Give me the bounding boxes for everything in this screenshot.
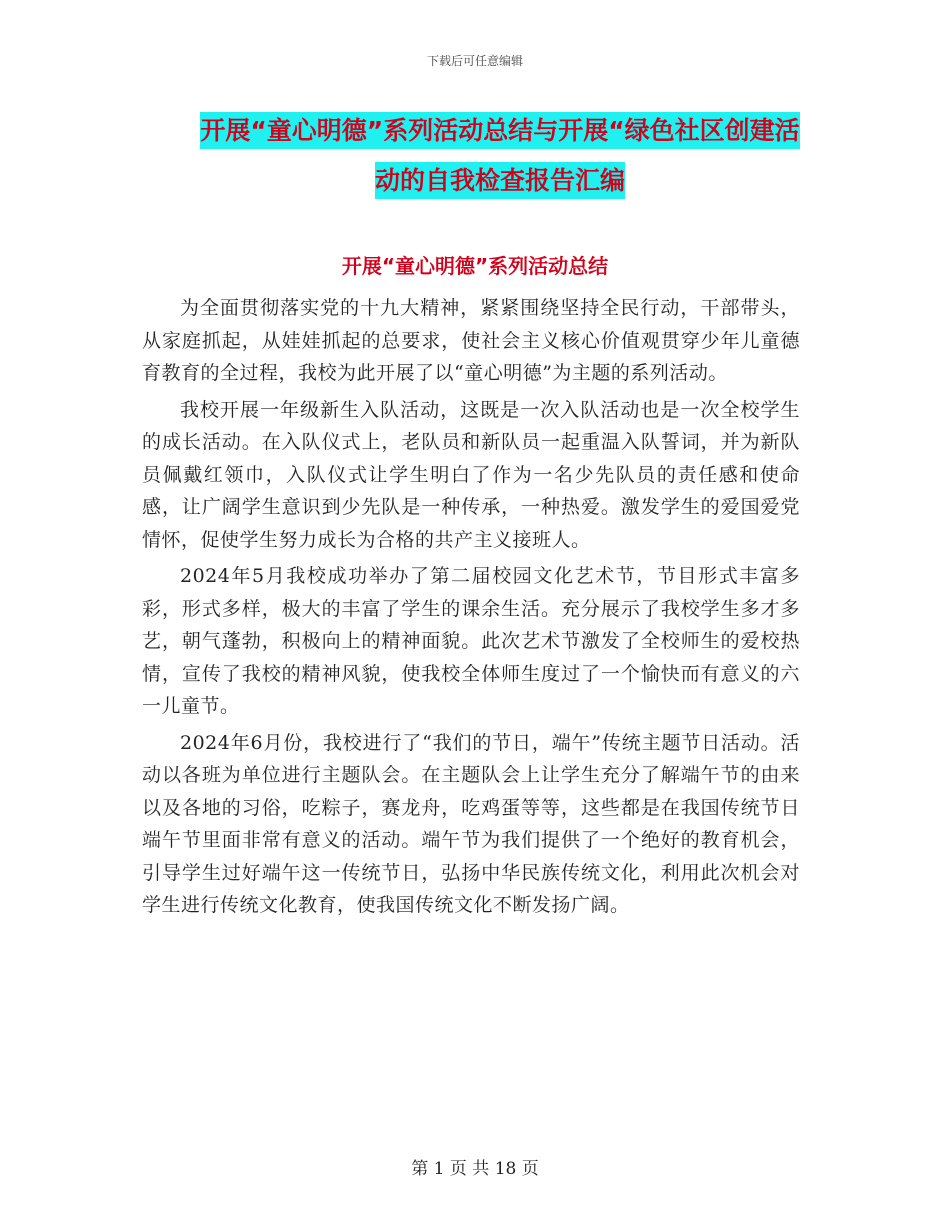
paragraph: 我校开展一年级新生入队活动，这既是一次入队活动也是一次全校学生的成长活动。在入队仪式上，老队员和新队员一起重温入队誓词，并为新队员佩戴红领巾，入队仪式让学生明白了作为一名少先队员的责任感和使命感，让广阔学生意识到少先队是一种传承，一种热爱。激发学生的爱国爱党情怀，促使学生努力成长为合格的共产主义接班人。	[142, 398, 800, 551]
paragraph: 为全面贯彻落实党的十九大精神，紧紧围绕坚持全民行动，干部带头，从家庭抓起，从娃娃抓起的总要求，使社会主义核心价值观贯穿少年儿童德育教育的全过程，我校为此开展了以“童心明德”为主题的系列活动。	[142, 297, 800, 384]
paragraph: 2024年6月份，我校进行了“我们的节日，端午”传统主题节日活动。活动以各班为单位进行主题队会。在主题队会上让学生充分了解端午节的由来以及各地的习俗，吃粽子，赛龙舟，吃鸡蛋等等，这些都是在我国传统节日端午节里面非常有意义的活动。端午节为我们提供了一个绝好的教育机会，引导学生过好端午这一传统节日，弘扬中华民族传统文化，利用此次机会对学生进行传统文化教育，使我国传统文化不断发扬广阔。	[142, 731, 800, 916]
page-number-footer: 第 1 页 共 18 页	[411, 1159, 539, 1179]
header-note: 下载后可任意编辑	[426, 54, 523, 68]
section-title: 开展“童心明德”系列活动总结	[341, 254, 609, 278]
body-text	[142, 292, 800, 926]
document-title-text: 开展“童心明德”系列活动总结与开展“绿色社区创建活动的自我检查报告汇编	[200, 112, 799, 199]
document-title	[190, 106, 810, 206]
paragraph: 2024年5月我校成功举办了第二届校园文化艺术节，节目形式丰富多彩，形式多样，极大的丰富了学生的课余生活。充分展示了我校学生多才多艺，朝气蓬勃，积极向上的精神面貌。此次艺术节激发了全校师生的爱校热情，宣传了我校的精神风貌，使我校全体师生度过了一个愉快而有意义的六一儿童节。	[142, 565, 800, 717]
